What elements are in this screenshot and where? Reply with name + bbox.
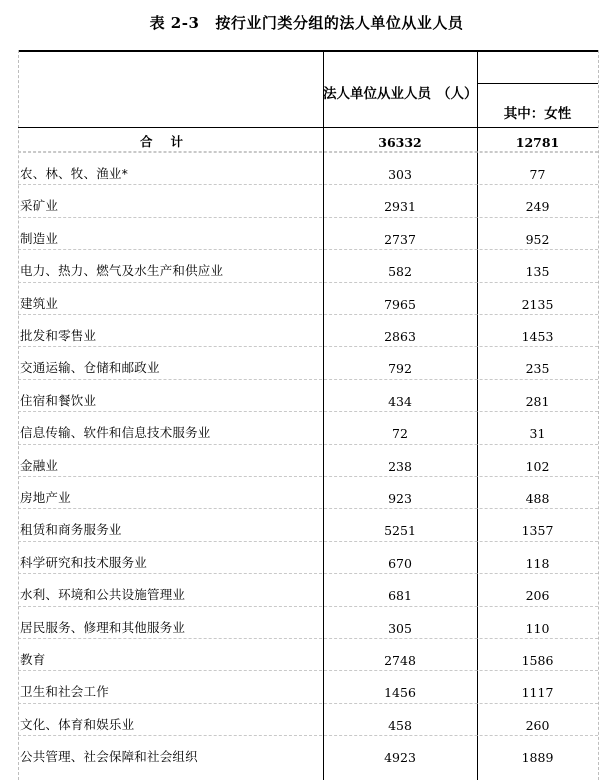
employee-count: 1456: [384, 685, 416, 701]
female-count: 110: [525, 620, 550, 636]
industry-name: 住宿和餐饮业: [20, 392, 97, 408]
table-row: [18, 249, 598, 281]
column-header-female: 其中：女性: [503, 106, 572, 122]
industry-name: 居民服务、修理和其他服务业: [20, 619, 186, 635]
employee-count: 792: [388, 361, 412, 377]
table-row: [18, 735, 598, 767]
table-row: [18, 184, 598, 216]
table-row: [18, 476, 598, 508]
column-header-total: [323, 82, 477, 102]
table-title-text: 按行业门类分组的法人单位从业人员: [215, 14, 464, 32]
employee-count: 582: [388, 264, 412, 280]
female-count: 135: [525, 264, 550, 280]
industry-name: 教育: [20, 652, 46, 667]
table-row: [18, 379, 598, 411]
employee-count: 303: [388, 167, 412, 182]
table-title: [0, 12, 613, 33]
employee-count: 670: [388, 555, 412, 571]
total-female-value: 12781: [515, 135, 560, 150]
table-number: 表 2-3: [149, 14, 200, 32]
table-row: [18, 346, 598, 378]
employee-count: 2931: [384, 199, 416, 215]
industry-name: 交通运输、仓储和邮政业: [20, 360, 160, 376]
industry-name: 公共管理、社会保障和社会组织: [20, 749, 198, 765]
industry-name: 电力、热力、燃气及水生产和供应业: [20, 263, 224, 279]
industry-name: 科学研究和技术服务业: [20, 554, 148, 570]
employee-count: 238: [388, 458, 412, 474]
industry-name: 批发和零售业: [20, 328, 97, 343]
female-count: 1117: [521, 685, 554, 701]
female-count: 952: [525, 231, 550, 247]
female-count: 260: [525, 717, 550, 733]
employee-count: 434: [388, 393, 412, 409]
table-row: [18, 606, 598, 638]
employee-count: 681: [388, 588, 412, 604]
female-count: 102: [525, 458, 550, 474]
employee-count: 4923: [384, 750, 416, 766]
employee-count: 5251: [384, 523, 416, 539]
female-count: 235: [525, 361, 550, 377]
industry-name: 水利、环境和公共设施管理业: [20, 587, 186, 603]
total-row: [18, 120, 598, 152]
industry-name: 建筑业: [20, 295, 59, 311]
subheader-rule: [477, 83, 598, 84]
industry-name: 金融业: [20, 457, 59, 473]
employee-count: 7965: [384, 296, 416, 312]
industry-name: 文化、体育和娱乐业: [20, 716, 135, 732]
female-count: 2135: [521, 296, 554, 312]
table-row: [18, 411, 598, 443]
employee-count: 72: [392, 426, 408, 442]
employee-count: 2737: [384, 231, 416, 247]
industry-name: 信息传输、软件和信息技术服务业: [20, 425, 211, 441]
employee-count: 2748: [384, 653, 416, 668]
table-row: [18, 444, 598, 476]
industry-name: 制造业: [20, 230, 59, 246]
female-count: 488: [525, 491, 550, 506]
female-count: 206: [525, 588, 550, 604]
table-row: [18, 670, 598, 702]
employee-count: 923: [388, 491, 412, 506]
female-count: 31: [529, 426, 546, 442]
right-grid-line: [598, 50, 599, 780]
industry-name: 卫生和社会工作: [20, 684, 109, 700]
female-count: 118: [525, 555, 550, 571]
female-count: 1889: [521, 750, 554, 766]
industry-name: 房地产业: [20, 490, 71, 505]
table-top-rule: [18, 50, 598, 52]
table-row: [18, 508, 598, 540]
female-count: 1453: [521, 329, 554, 344]
total-row-grid-line: [18, 151, 598, 152]
industry-name: 农、林、牧、渔业*: [20, 166, 129, 181]
female-count: 249: [525, 199, 550, 215]
table-row: [18, 573, 598, 605]
table-row: [18, 638, 598, 670]
table-row: [18, 217, 598, 249]
industry-name: 采矿业: [20, 198, 59, 214]
table-row: [18, 703, 598, 735]
female-count: 1357: [521, 523, 554, 539]
employee-count: 458: [388, 717, 412, 733]
column-header-total-label: 法人单位从业人员: [323, 86, 431, 102]
female-count: 77: [529, 167, 546, 182]
employee-count: 2863: [384, 329, 416, 344]
industry-name: 租赁和商务服务业: [20, 522, 122, 538]
table-row: [18, 282, 598, 314]
female-count: 281: [525, 393, 550, 409]
female-count: 1586: [521, 653, 554, 668]
column-header-unit: （人）: [437, 86, 478, 102]
total-value: 36332: [378, 135, 422, 150]
table-row: [18, 541, 598, 573]
table-row: [18, 314, 598, 346]
employee-count: 305: [388, 620, 412, 636]
total-label: 合计: [139, 134, 201, 149]
table-row: [18, 152, 598, 184]
data-table: [18, 50, 599, 780]
